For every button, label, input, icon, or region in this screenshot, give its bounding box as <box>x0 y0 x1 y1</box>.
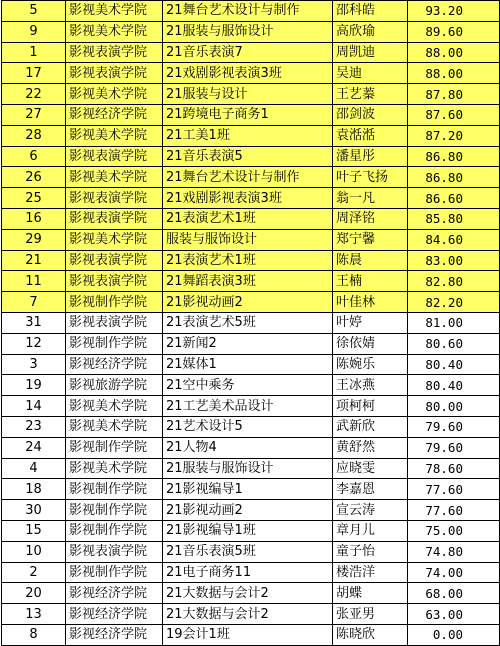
cell-class[interactable]: 21影视动画2 <box>163 500 333 521</box>
cell-college[interactable]: 影视美术学院 <box>66 125 163 146</box>
table-row-highlighted <box>2 167 500 188</box>
cell-class[interactable]: 21工艺美术品设计 <box>163 396 333 417</box>
cell-class[interactable]: 21艺术设计5 <box>163 416 333 437</box>
cell-class[interactable]: 21人物4 <box>163 437 333 458</box>
cell-class[interactable]: 21媒体1 <box>163 354 333 375</box>
cell-class[interactable]: 21电子商务11 <box>163 562 333 583</box>
cell-score[interactable]: 81.00 <box>408 312 500 333</box>
cell-score[interactable]: 84.60 <box>408 229 500 250</box>
cell-score[interactable]: 88.00 <box>408 42 500 63</box>
table-row <box>2 354 500 375</box>
table-row-highlighted <box>2 84 500 105</box>
cell-score[interactable]: 85.80 <box>408 208 500 229</box>
cell-score[interactable]: 82.20 <box>408 292 500 313</box>
cell-class[interactable]: 21舞台艺术设计与制作 <box>163 1 333 22</box>
cell-score[interactable]: 87.60 <box>408 104 500 125</box>
cell-class[interactable]: 21服装与设计 <box>163 84 333 105</box>
cell-score[interactable]: 80.40 <box>408 354 500 375</box>
cell-student-name[interactable]: 周泽铭 <box>333 208 408 229</box>
table-row <box>2 541 500 562</box>
table-row-highlighted <box>2 292 500 313</box>
table-row <box>2 562 500 583</box>
cell-college[interactable]: 影视美术学院 <box>66 84 163 105</box>
cell-student-name[interactable]: 王楠 <box>333 271 408 292</box>
cell-score[interactable]: 80.40 <box>408 375 500 396</box>
cell-number[interactable]: 30 <box>2 500 66 521</box>
cell-score[interactable]: 75.00 <box>408 520 500 541</box>
cell-class[interactable]: 21表演艺术1班 <box>163 208 333 229</box>
cell-score[interactable]: 87.80 <box>408 84 500 105</box>
cell-college[interactable]: 影视美术学院 <box>66 229 163 250</box>
cell-college[interactable]: 影视制作学院 <box>66 500 163 521</box>
cell-student-name[interactable]: 邵科皓 <box>333 1 408 22</box>
cell-score[interactable]: 77.60 <box>408 479 500 500</box>
cell-student-name[interactable]: 高欣瑜 <box>333 21 408 42</box>
cell-number[interactable]: 18 <box>2 479 66 500</box>
cell-student-name[interactable]: 童子怡 <box>333 541 408 562</box>
cell-score[interactable]: 89.60 <box>408 21 500 42</box>
table-row <box>2 333 500 354</box>
cell-college[interactable]: 影视经济学院 <box>66 104 163 125</box>
cell-college[interactable]: 影视表演学院 <box>66 208 163 229</box>
cell-college[interactable]: 影视表演学院 <box>66 541 163 562</box>
cell-score[interactable]: 88.00 <box>408 63 500 84</box>
cell-college[interactable]: 影视表演学院 <box>66 271 163 292</box>
cell-class[interactable]: 21影视编导1班 <box>163 520 333 541</box>
cell-class[interactable]: 21音乐表演5班 <box>163 541 333 562</box>
cell-score[interactable]: 78.60 <box>408 458 500 479</box>
cell-score[interactable]: 68.00 <box>408 583 500 604</box>
cell-college[interactable]: 影视美术学院 <box>66 396 163 417</box>
cell-score[interactable]: 79.60 <box>408 416 500 437</box>
table-row <box>2 416 500 437</box>
cell-score[interactable]: 0.00 <box>408 624 500 645</box>
cell-score[interactable]: 63.00 <box>408 604 500 625</box>
cell-student-name[interactable]: 邵剑波 <box>333 104 408 125</box>
cell-student-name[interactable]: 叶佳林 <box>333 292 408 313</box>
cell-score[interactable]: 83.00 <box>408 250 500 271</box>
table-row <box>2 458 500 479</box>
table-row-highlighted <box>2 229 500 250</box>
cell-college[interactable]: 影视美术学院 <box>66 458 163 479</box>
cell-number[interactable]: 13 <box>2 604 66 625</box>
table-row-highlighted <box>2 146 500 167</box>
cell-student-name[interactable]: 陈晨 <box>333 250 408 271</box>
cell-class[interactable]: 21大数据与会计2 <box>163 604 333 625</box>
cell-college[interactable]: 影视表演学院 <box>66 250 163 271</box>
table-row-highlighted <box>2 21 500 42</box>
table-row-highlighted <box>2 125 500 146</box>
cell-number[interactable]: 16 <box>2 208 66 229</box>
cell-student-name[interactable]: 郑宁馨 <box>333 229 408 250</box>
cell-score[interactable]: 74.80 <box>408 541 500 562</box>
cell-number[interactable]: 27 <box>2 104 66 125</box>
cell-score[interactable]: 80.60 <box>408 333 500 354</box>
cell-college[interactable]: 影视表演学院 <box>66 146 163 167</box>
cell-score[interactable]: 74.00 <box>408 562 500 583</box>
cell-student-name[interactable]: 袁湉湉 <box>333 125 408 146</box>
cell-student-name[interactable]: 吴迪 <box>333 63 408 84</box>
cell-student-name[interactable]: 潘星彤 <box>333 146 408 167</box>
table-row <box>2 437 500 458</box>
cell-class[interactable]: 21舞台艺术设计与制作 <box>163 167 333 188</box>
cell-number[interactable]: 20 <box>2 583 66 604</box>
cell-class[interactable]: 21戏剧影视表演3班 <box>163 63 333 84</box>
cell-class[interactable]: 21音乐表演5 <box>163 146 333 167</box>
cell-number[interactable]: 17 <box>2 63 66 84</box>
cell-college[interactable]: 影视制作学院 <box>66 333 163 354</box>
table-row <box>2 396 500 417</box>
cell-student-name[interactable]: 王冰燕 <box>333 375 408 396</box>
cell-score[interactable]: 82.80 <box>408 271 500 292</box>
ranking-table-body <box>2 1 500 646</box>
cell-score[interactable]: 80.00 <box>408 396 500 417</box>
cell-class[interactable]: 19会计1班 <box>163 624 333 645</box>
cell-class[interactable]: 21空中乘务 <box>163 375 333 396</box>
cell-student-name[interactable]: 张亚男 <box>333 604 408 625</box>
cell-student-name[interactable]: 周凯迪 <box>333 42 408 63</box>
cell-class[interactable]: 21跨境电子商务1 <box>163 104 333 125</box>
table-row <box>2 520 500 541</box>
cell-student-name[interactable]: 李嘉恩 <box>333 479 408 500</box>
cell-student-name[interactable]: 陈婉乐 <box>333 354 408 375</box>
cell-score[interactable]: 86.80 <box>408 146 500 167</box>
cell-number[interactable]: 8 <box>2 624 66 645</box>
cell-class[interactable]: 21戏剧影视表演3班 <box>163 188 333 209</box>
cell-student-name[interactable]: 黄舒然 <box>333 437 408 458</box>
cell-student-name[interactable]: 项柯柯 <box>333 396 408 417</box>
cell-class[interactable]: 21影视编导1 <box>163 479 333 500</box>
cell-class[interactable]: 21舞蹈表演3班 <box>163 271 333 292</box>
table-row-highlighted <box>2 271 500 292</box>
cell-number[interactable]: 4 <box>2 458 66 479</box>
cell-student-name[interactable]: 翁一凡 <box>333 188 408 209</box>
cell-number[interactable]: 9 <box>2 21 66 42</box>
cell-number[interactable]: 31 <box>2 312 66 333</box>
table-row <box>2 500 500 521</box>
cell-number[interactable]: 10 <box>2 541 66 562</box>
cell-score[interactable]: 87.20 <box>408 125 500 146</box>
cell-college[interactable]: 影视经济学院 <box>66 583 163 604</box>
table-row <box>2 312 500 333</box>
table-row <box>2 624 500 645</box>
cell-student-name[interactable]: 章月儿 <box>333 520 408 541</box>
cell-college[interactable]: 影视经济学院 <box>66 354 163 375</box>
cell-score[interactable]: 86.60 <box>408 188 500 209</box>
table-row-highlighted <box>2 42 500 63</box>
cell-college[interactable]: 影视经济学院 <box>66 604 163 625</box>
cell-class[interactable]: 21大数据与会计2 <box>163 583 333 604</box>
cell-college[interactable]: 影视制作学院 <box>66 292 163 313</box>
cell-score[interactable]: 93.20 <box>408 1 500 22</box>
cell-student-name[interactable]: 叶子飞扬 <box>333 167 408 188</box>
cell-student-name[interactable]: 徐依婧 <box>333 333 408 354</box>
cell-college[interactable]: 影视美术学院 <box>66 21 163 42</box>
cell-class[interactable]: 21工美1班 <box>163 125 333 146</box>
cell-class[interactable]: 服装与服饰设计 <box>163 229 333 250</box>
table-row-highlighted <box>2 250 500 271</box>
cell-student-name[interactable]: 叶婷 <box>333 312 408 333</box>
cell-college[interactable]: 影视旅游学院 <box>66 375 163 396</box>
cell-college[interactable]: 影视表演学院 <box>66 312 163 333</box>
cell-number[interactable]: 14 <box>2 396 66 417</box>
cell-college[interactable]: 影视美术学院 <box>66 1 163 22</box>
cell-number[interactable]: 28 <box>2 125 66 146</box>
table-row-highlighted <box>2 104 500 125</box>
cell-college[interactable]: 影视表演学院 <box>66 188 163 209</box>
cell-college[interactable]: 影视美术学院 <box>66 167 163 188</box>
cell-number[interactable]: 3 <box>2 354 66 375</box>
cell-class[interactable]: 21表演艺术5班 <box>163 312 333 333</box>
cell-college[interactable]: 影视制作学院 <box>66 520 163 541</box>
ranking-table <box>1 0 500 646</box>
cell-number[interactable]: 23 <box>2 416 66 437</box>
cell-number[interactable]: 1 <box>2 42 66 63</box>
cell-number[interactable]: 2 <box>2 562 66 583</box>
cell-student-name[interactable]: 楼浩洋 <box>333 562 408 583</box>
table-row <box>2 479 500 500</box>
cell-class[interactable]: 21影视动画2 <box>163 292 333 313</box>
table-row <box>2 375 500 396</box>
cell-number[interactable]: 6 <box>2 146 66 167</box>
table-row-highlighted <box>2 188 500 209</box>
table-row <box>2 583 500 604</box>
cell-college[interactable]: 影视美术学院 <box>66 416 163 437</box>
cell-number[interactable]: 15 <box>2 520 66 541</box>
cell-college[interactable]: 影视制作学院 <box>66 479 163 500</box>
cell-number[interactable]: 11 <box>2 271 66 292</box>
cell-college[interactable]: 影视制作学院 <box>66 562 163 583</box>
table-row-highlighted <box>2 208 500 229</box>
cell-number[interactable]: 5 <box>2 1 66 22</box>
cell-class[interactable]: 21新闻2 <box>163 333 333 354</box>
cell-number[interactable]: 19 <box>2 375 66 396</box>
cell-college[interactable]: 影视表演学院 <box>66 63 163 84</box>
cell-score[interactable]: 79.60 <box>408 437 500 458</box>
cell-student-name[interactable]: 胡蝶 <box>333 583 408 604</box>
cell-class[interactable]: 21服装与服饰设计 <box>163 458 333 479</box>
cell-college[interactable]: 影视制作学院 <box>66 437 163 458</box>
table-row-highlighted <box>2 1 500 22</box>
cell-class[interactable]: 21服装与服饰设计 <box>163 21 333 42</box>
cell-number[interactable]: 21 <box>2 250 66 271</box>
cell-score[interactable]: 86.80 <box>408 167 500 188</box>
cell-student-name[interactable]: 宣云涛 <box>333 500 408 521</box>
cell-class[interactable]: 21音乐表演7 <box>163 42 333 63</box>
cell-number[interactable]: 24 <box>2 437 66 458</box>
cell-score[interactable]: 77.60 <box>408 500 500 521</box>
cell-college[interactable]: 影视经济学院 <box>66 624 163 645</box>
cell-number[interactable]: 7 <box>2 292 66 313</box>
cell-number[interactable]: 29 <box>2 229 66 250</box>
cell-student-name[interactable]: 武新欣 <box>333 416 408 437</box>
cell-number[interactable]: 25 <box>2 188 66 209</box>
cell-student-name[interactable]: 王艺蓁 <box>333 84 408 105</box>
cell-number[interactable]: 22 <box>2 84 66 105</box>
cell-number[interactable]: 12 <box>2 333 66 354</box>
cell-student-name[interactable]: 应晓雯 <box>333 458 408 479</box>
table-row <box>2 604 500 625</box>
cell-student-name[interactable]: 陈晓欣 <box>333 624 408 645</box>
cell-college[interactable]: 影视表演学院 <box>66 42 163 63</box>
cell-number[interactable]: 26 <box>2 167 66 188</box>
table-row-highlighted <box>2 63 500 84</box>
cell-class[interactable]: 21表演艺术1班 <box>163 250 333 271</box>
